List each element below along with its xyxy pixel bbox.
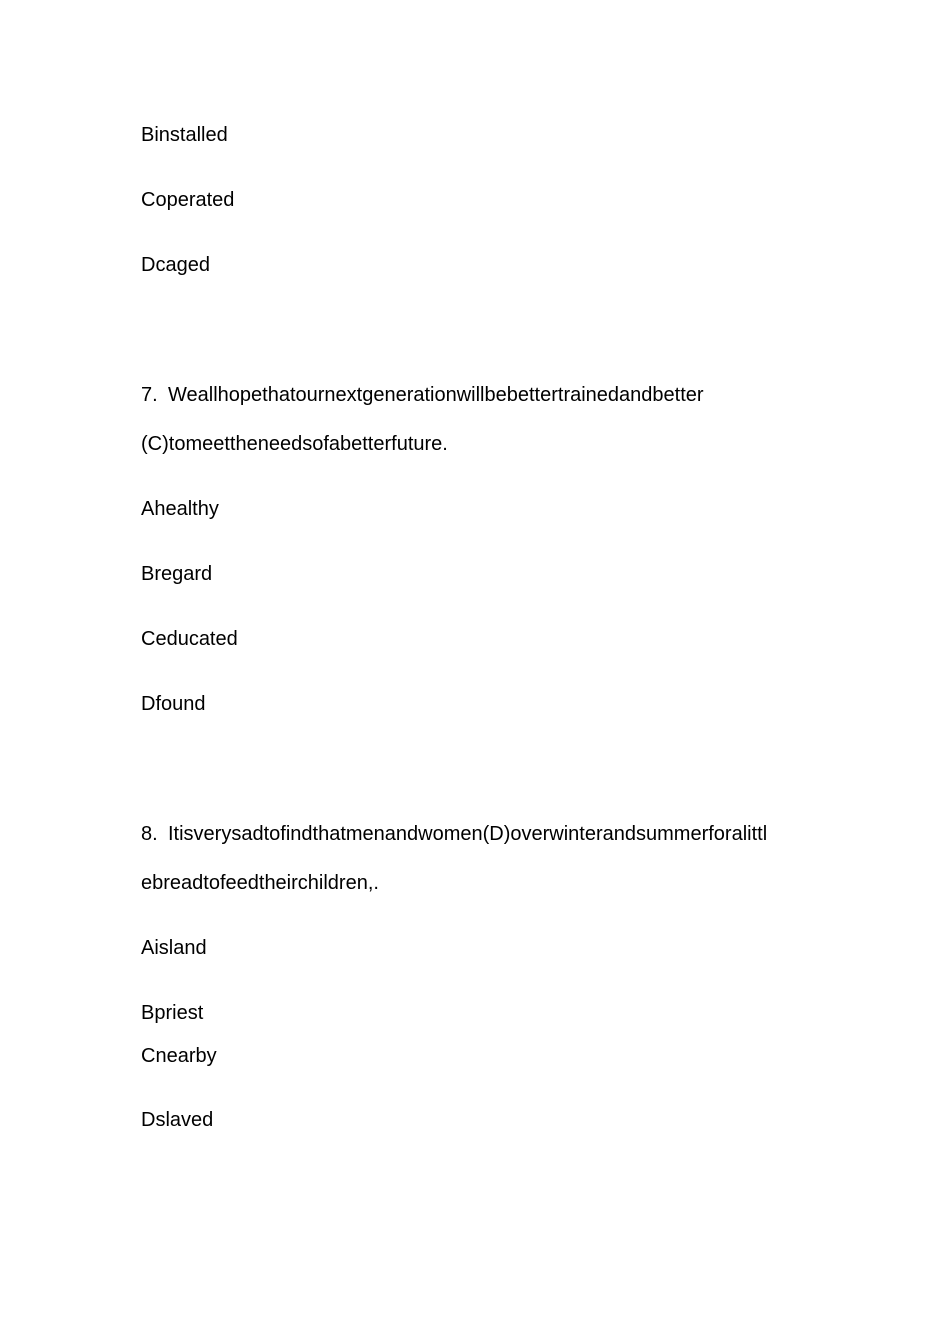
- q7-option-c: Ceducated: [141, 628, 238, 650]
- q8-text-line-2: ebreadtofeedtheirchildren,.: [141, 872, 379, 894]
- q7-text-line-1: [141, 383, 704, 407]
- q7-option-b: Bregard: [141, 563, 213, 585]
- q7-option-a: Ahealthy: [141, 498, 219, 520]
- q8-option-c: Cnearby: [141, 1045, 217, 1067]
- q8-option-a: Aisland: [141, 937, 207, 959]
- q7-number: 7.: [141, 384, 158, 406]
- q6-option-d: Dcaged: [141, 254, 210, 276]
- q8-option-d: Dslaved: [141, 1109, 214, 1131]
- q8-option-b: Bpriest: [141, 1002, 204, 1024]
- q7-text-line-2: (C)tomeettheneedsofabetterfuture.: [141, 433, 448, 455]
- q8-number: 8.: [141, 823, 158, 845]
- q7-option-d: Dfound: [141, 693, 206, 715]
- q7-text-1: Weallhopethatournextgenerationwillbebettertrainedandbetter: [168, 384, 704, 406]
- q6-option-c: Coperated: [141, 189, 235, 211]
- q8-text-1: Itisverysadtofindthatmenandwomen(D)overwinterandsummerforalittl: [168, 823, 768, 845]
- q6-option-b: Binstalled: [141, 124, 228, 146]
- q8-text-line-1: [141, 822, 767, 846]
